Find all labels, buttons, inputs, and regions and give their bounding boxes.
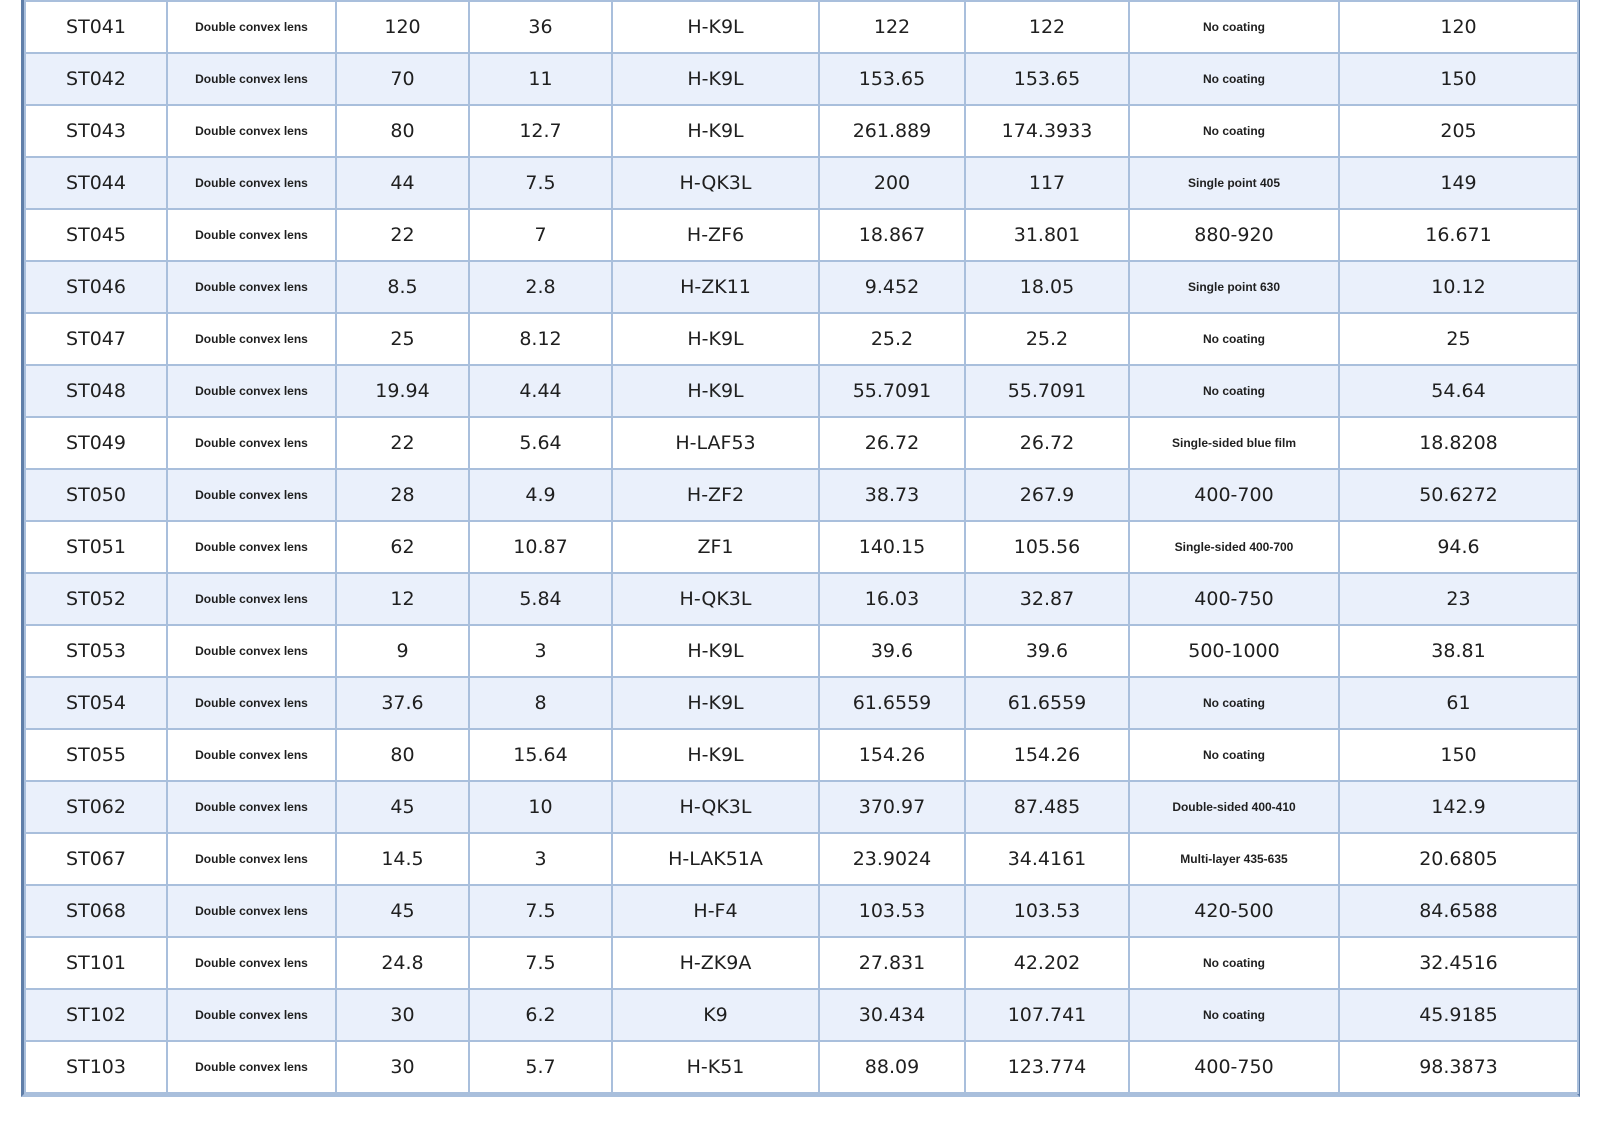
- material-cell: H-K9L: [612, 365, 819, 417]
- lens-type-cell: Double convex lens: [167, 469, 336, 521]
- diameter-cell: 14.5: [336, 833, 469, 885]
- lens-spec-table-container: [21, 0, 1580, 1097]
- thickness-cell: 8: [469, 677, 612, 729]
- diameter-cell: 45: [336, 781, 469, 833]
- table-row: [25, 365, 1578, 417]
- model-cell: ST048: [25, 365, 167, 417]
- radius-1-cell: 26.72: [819, 417, 965, 469]
- thickness-cell: 3: [469, 625, 612, 677]
- focal-length-cell: 23: [1339, 573, 1578, 625]
- model-cell: ST042: [25, 53, 167, 105]
- material-cell: H-K9L: [612, 729, 819, 781]
- material-cell: H-ZF2: [612, 469, 819, 521]
- model-cell: ST102: [25, 989, 167, 1041]
- focal-length-cell: 149: [1339, 157, 1578, 209]
- thickness-cell: 15.64: [469, 729, 612, 781]
- focal-length-cell: 150: [1339, 729, 1578, 781]
- thickness-cell: 7.5: [469, 885, 612, 937]
- model-cell: ST054: [25, 677, 167, 729]
- thickness-cell: 11: [469, 53, 612, 105]
- radius-2-cell: 123.774: [965, 1041, 1129, 1093]
- radius-2-cell: 154.26: [965, 729, 1129, 781]
- table-row: [25, 781, 1578, 833]
- radius-2-cell: 117: [965, 157, 1129, 209]
- material-cell: H-K9L: [612, 53, 819, 105]
- lens-type-cell: Double convex lens: [167, 521, 336, 573]
- coating-cell: No coating: [1129, 1, 1339, 53]
- model-cell: ST053: [25, 625, 167, 677]
- table-row: [25, 261, 1578, 313]
- thickness-cell: 5.64: [469, 417, 612, 469]
- lens-type-cell: Double convex lens: [167, 573, 336, 625]
- radius-2-cell: 107.741: [965, 989, 1129, 1041]
- diameter-cell: 25: [336, 313, 469, 365]
- thickness-cell: 3: [469, 833, 612, 885]
- thickness-cell: 7.5: [469, 937, 612, 989]
- thickness-cell: 4.44: [469, 365, 612, 417]
- table-row: [25, 573, 1578, 625]
- lens-type-cell: Double convex lens: [167, 417, 336, 469]
- radius-1-cell: 16.03: [819, 573, 965, 625]
- lens-type-cell: Double convex lens: [167, 157, 336, 209]
- diameter-cell: 30: [336, 1041, 469, 1093]
- thickness-cell: 12.7: [469, 105, 612, 157]
- radius-2-cell: 87.485: [965, 781, 1129, 833]
- lens-type-cell: Double convex lens: [167, 365, 336, 417]
- focal-length-cell: 205: [1339, 105, 1578, 157]
- diameter-cell: 12: [336, 573, 469, 625]
- radius-1-cell: 370.97: [819, 781, 965, 833]
- focal-length-cell: 45.9185: [1339, 989, 1578, 1041]
- diameter-cell: 9: [336, 625, 469, 677]
- diameter-cell: 80: [336, 729, 469, 781]
- focal-length-cell: 50.6272: [1339, 469, 1578, 521]
- diameter-cell: 45: [336, 885, 469, 937]
- material-cell: H-F4: [612, 885, 819, 937]
- lens-type-cell: Double convex lens: [167, 989, 336, 1041]
- lens-type-cell: Double convex lens: [167, 313, 336, 365]
- radius-1-cell: 55.7091: [819, 365, 965, 417]
- radius-1-cell: 23.9024: [819, 833, 965, 885]
- radius-1-cell: 200: [819, 157, 965, 209]
- material-cell: H-K9L: [612, 625, 819, 677]
- model-cell: ST101: [25, 937, 167, 989]
- radius-1-cell: 9.452: [819, 261, 965, 313]
- focal-length-cell: 54.64: [1339, 365, 1578, 417]
- material-cell: H-K9L: [612, 677, 819, 729]
- radius-2-cell: 25.2: [965, 313, 1129, 365]
- coating-cell: 400-750: [1129, 1041, 1339, 1093]
- material-cell: H-QK3L: [612, 573, 819, 625]
- lens-type-cell: Double convex lens: [167, 833, 336, 885]
- material-cell: H-K9L: [612, 1, 819, 53]
- diameter-cell: 8.5: [336, 261, 469, 313]
- focal-length-cell: 84.6588: [1339, 885, 1578, 937]
- coating-cell: Multi-layer 435-635: [1129, 833, 1339, 885]
- model-cell: ST045: [25, 209, 167, 261]
- coating-cell: 400-750: [1129, 573, 1339, 625]
- thickness-cell: 6.2: [469, 989, 612, 1041]
- table-row: [25, 105, 1578, 157]
- thickness-cell: 10: [469, 781, 612, 833]
- diameter-cell: 24.8: [336, 937, 469, 989]
- focal-length-cell: 32.4516: [1339, 937, 1578, 989]
- coating-cell: No coating: [1129, 989, 1339, 1041]
- material-cell: H-K9L: [612, 313, 819, 365]
- model-cell: ST051: [25, 521, 167, 573]
- radius-1-cell: 122: [819, 1, 965, 53]
- radius-1-cell: 25.2: [819, 313, 965, 365]
- thickness-cell: 4.9: [469, 469, 612, 521]
- focal-length-cell: 20.6805: [1339, 833, 1578, 885]
- model-cell: ST050: [25, 469, 167, 521]
- focal-length-cell: 10.12: [1339, 261, 1578, 313]
- radius-1-cell: 154.26: [819, 729, 965, 781]
- diameter-cell: 120: [336, 1, 469, 53]
- model-cell: ST047: [25, 313, 167, 365]
- radius-2-cell: 26.72: [965, 417, 1129, 469]
- lens-type-cell: Double convex lens: [167, 1041, 336, 1093]
- model-cell: ST043: [25, 105, 167, 157]
- table-row: [25, 521, 1578, 573]
- model-cell: ST041: [25, 1, 167, 53]
- lens-type-cell: Double convex lens: [167, 53, 336, 105]
- diameter-cell: 19.94: [336, 365, 469, 417]
- focal-length-cell: 150: [1339, 53, 1578, 105]
- table-row: [25, 729, 1578, 781]
- coating-cell: Single point 405: [1129, 157, 1339, 209]
- radius-2-cell: 153.65: [965, 53, 1129, 105]
- table-row: [25, 209, 1578, 261]
- focal-length-cell: 120: [1339, 1, 1578, 53]
- table-row: [25, 1, 1578, 53]
- coating-cell: 420-500: [1129, 885, 1339, 937]
- material-cell: H-K51: [612, 1041, 819, 1093]
- lens-spec-table: [24, 0, 1579, 1094]
- model-cell: ST068: [25, 885, 167, 937]
- table-row: [25, 833, 1578, 885]
- lens-type-cell: Double convex lens: [167, 261, 336, 313]
- thickness-cell: 10.87: [469, 521, 612, 573]
- radius-1-cell: 61.6559: [819, 677, 965, 729]
- diameter-cell: 22: [336, 417, 469, 469]
- diameter-cell: 70: [336, 53, 469, 105]
- radius-2-cell: 18.05: [965, 261, 1129, 313]
- material-cell: H-LAK51A: [612, 833, 819, 885]
- table-row: [25, 625, 1578, 677]
- coating-cell: Single-sided blue film: [1129, 417, 1339, 469]
- table-body: [25, 1, 1578, 1093]
- material-cell: H-K9L: [612, 105, 819, 157]
- radius-1-cell: 39.6: [819, 625, 965, 677]
- diameter-cell: 22: [336, 209, 469, 261]
- coating-cell: No coating: [1129, 937, 1339, 989]
- diameter-cell: 28: [336, 469, 469, 521]
- thickness-cell: 2.8: [469, 261, 612, 313]
- radius-1-cell: 140.15: [819, 521, 965, 573]
- coating-cell: No coating: [1129, 677, 1339, 729]
- material-cell: H-ZF6: [612, 209, 819, 261]
- lens-type-cell: Double convex lens: [167, 937, 336, 989]
- focal-length-cell: 18.8208: [1339, 417, 1578, 469]
- model-cell: ST044: [25, 157, 167, 209]
- model-cell: ST055: [25, 729, 167, 781]
- coating-cell: 500-1000: [1129, 625, 1339, 677]
- material-cell: H-QK3L: [612, 781, 819, 833]
- coating-cell: Single point 630: [1129, 261, 1339, 313]
- coating-cell: Double-sided 400-410: [1129, 781, 1339, 833]
- model-cell: ST062: [25, 781, 167, 833]
- thickness-cell: 7.5: [469, 157, 612, 209]
- lens-type-cell: Double convex lens: [167, 625, 336, 677]
- table-row: [25, 53, 1578, 105]
- radius-1-cell: 261.889: [819, 105, 965, 157]
- radius-2-cell: 31.801: [965, 209, 1129, 261]
- radius-1-cell: 30.434: [819, 989, 965, 1041]
- lens-type-cell: Double convex lens: [167, 781, 336, 833]
- table-row: [25, 937, 1578, 989]
- material-cell: ZF1: [612, 521, 819, 573]
- focal-length-cell: 38.81: [1339, 625, 1578, 677]
- table-row: [25, 677, 1578, 729]
- radius-1-cell: 27.831: [819, 937, 965, 989]
- coating-cell: Single-sided 400-700: [1129, 521, 1339, 573]
- radius-1-cell: 103.53: [819, 885, 965, 937]
- material-cell: H-LAF53: [612, 417, 819, 469]
- model-cell: ST046: [25, 261, 167, 313]
- coating-cell: 880-920: [1129, 209, 1339, 261]
- lens-type-cell: Double convex lens: [167, 885, 336, 937]
- coating-cell: No coating: [1129, 53, 1339, 105]
- thickness-cell: 5.84: [469, 573, 612, 625]
- lens-type-cell: Double convex lens: [167, 729, 336, 781]
- model-cell: ST103: [25, 1041, 167, 1093]
- focal-length-cell: 61: [1339, 677, 1578, 729]
- coating-cell: 400-700: [1129, 469, 1339, 521]
- radius-2-cell: 174.3933: [965, 105, 1129, 157]
- radius-2-cell: 267.9: [965, 469, 1129, 521]
- material-cell: H-ZK11: [612, 261, 819, 313]
- diameter-cell: 30: [336, 989, 469, 1041]
- thickness-cell: 8.12: [469, 313, 612, 365]
- radius-2-cell: 55.7091: [965, 365, 1129, 417]
- thickness-cell: 7: [469, 209, 612, 261]
- diameter-cell: 44: [336, 157, 469, 209]
- model-cell: ST067: [25, 833, 167, 885]
- model-cell: ST049: [25, 417, 167, 469]
- radius-2-cell: 61.6559: [965, 677, 1129, 729]
- radius-2-cell: 122: [965, 1, 1129, 53]
- model-cell: ST052: [25, 573, 167, 625]
- table-row: [25, 313, 1578, 365]
- thickness-cell: 5.7: [469, 1041, 612, 1093]
- radius-2-cell: 34.4161: [965, 833, 1129, 885]
- focal-length-cell: 142.9: [1339, 781, 1578, 833]
- diameter-cell: 62: [336, 521, 469, 573]
- lens-type-cell: Double convex lens: [167, 1, 336, 53]
- lens-type-cell: Double convex lens: [167, 105, 336, 157]
- coating-cell: No coating: [1129, 729, 1339, 781]
- focal-length-cell: 16.671: [1339, 209, 1578, 261]
- focal-length-cell: 94.6: [1339, 521, 1578, 573]
- radius-2-cell: 39.6: [965, 625, 1129, 677]
- lens-type-cell: Double convex lens: [167, 677, 336, 729]
- table-row: [25, 1041, 1578, 1093]
- material-cell: K9: [612, 989, 819, 1041]
- radius-2-cell: 42.202: [965, 937, 1129, 989]
- radius-2-cell: 103.53: [965, 885, 1129, 937]
- radius-1-cell: 153.65: [819, 53, 965, 105]
- coating-cell: No coating: [1129, 313, 1339, 365]
- table-row: [25, 989, 1578, 1041]
- radius-1-cell: 38.73: [819, 469, 965, 521]
- table-row: [25, 469, 1578, 521]
- diameter-cell: 80: [336, 105, 469, 157]
- table-row: [25, 417, 1578, 469]
- focal-length-cell: 25: [1339, 313, 1578, 365]
- material-cell: H-QK3L: [612, 157, 819, 209]
- material-cell: H-ZK9A: [612, 937, 819, 989]
- radius-2-cell: 32.87: [965, 573, 1129, 625]
- diameter-cell: 37.6: [336, 677, 469, 729]
- focal-length-cell: 98.3873: [1339, 1041, 1578, 1093]
- radius-2-cell: 105.56: [965, 521, 1129, 573]
- coating-cell: No coating: [1129, 105, 1339, 157]
- lens-type-cell: Double convex lens: [167, 209, 336, 261]
- coating-cell: No coating: [1129, 365, 1339, 417]
- radius-1-cell: 18.867: [819, 209, 965, 261]
- table-row: [25, 885, 1578, 937]
- table-row: [25, 157, 1578, 209]
- radius-1-cell: 88.09: [819, 1041, 965, 1093]
- thickness-cell: 36: [469, 1, 612, 53]
